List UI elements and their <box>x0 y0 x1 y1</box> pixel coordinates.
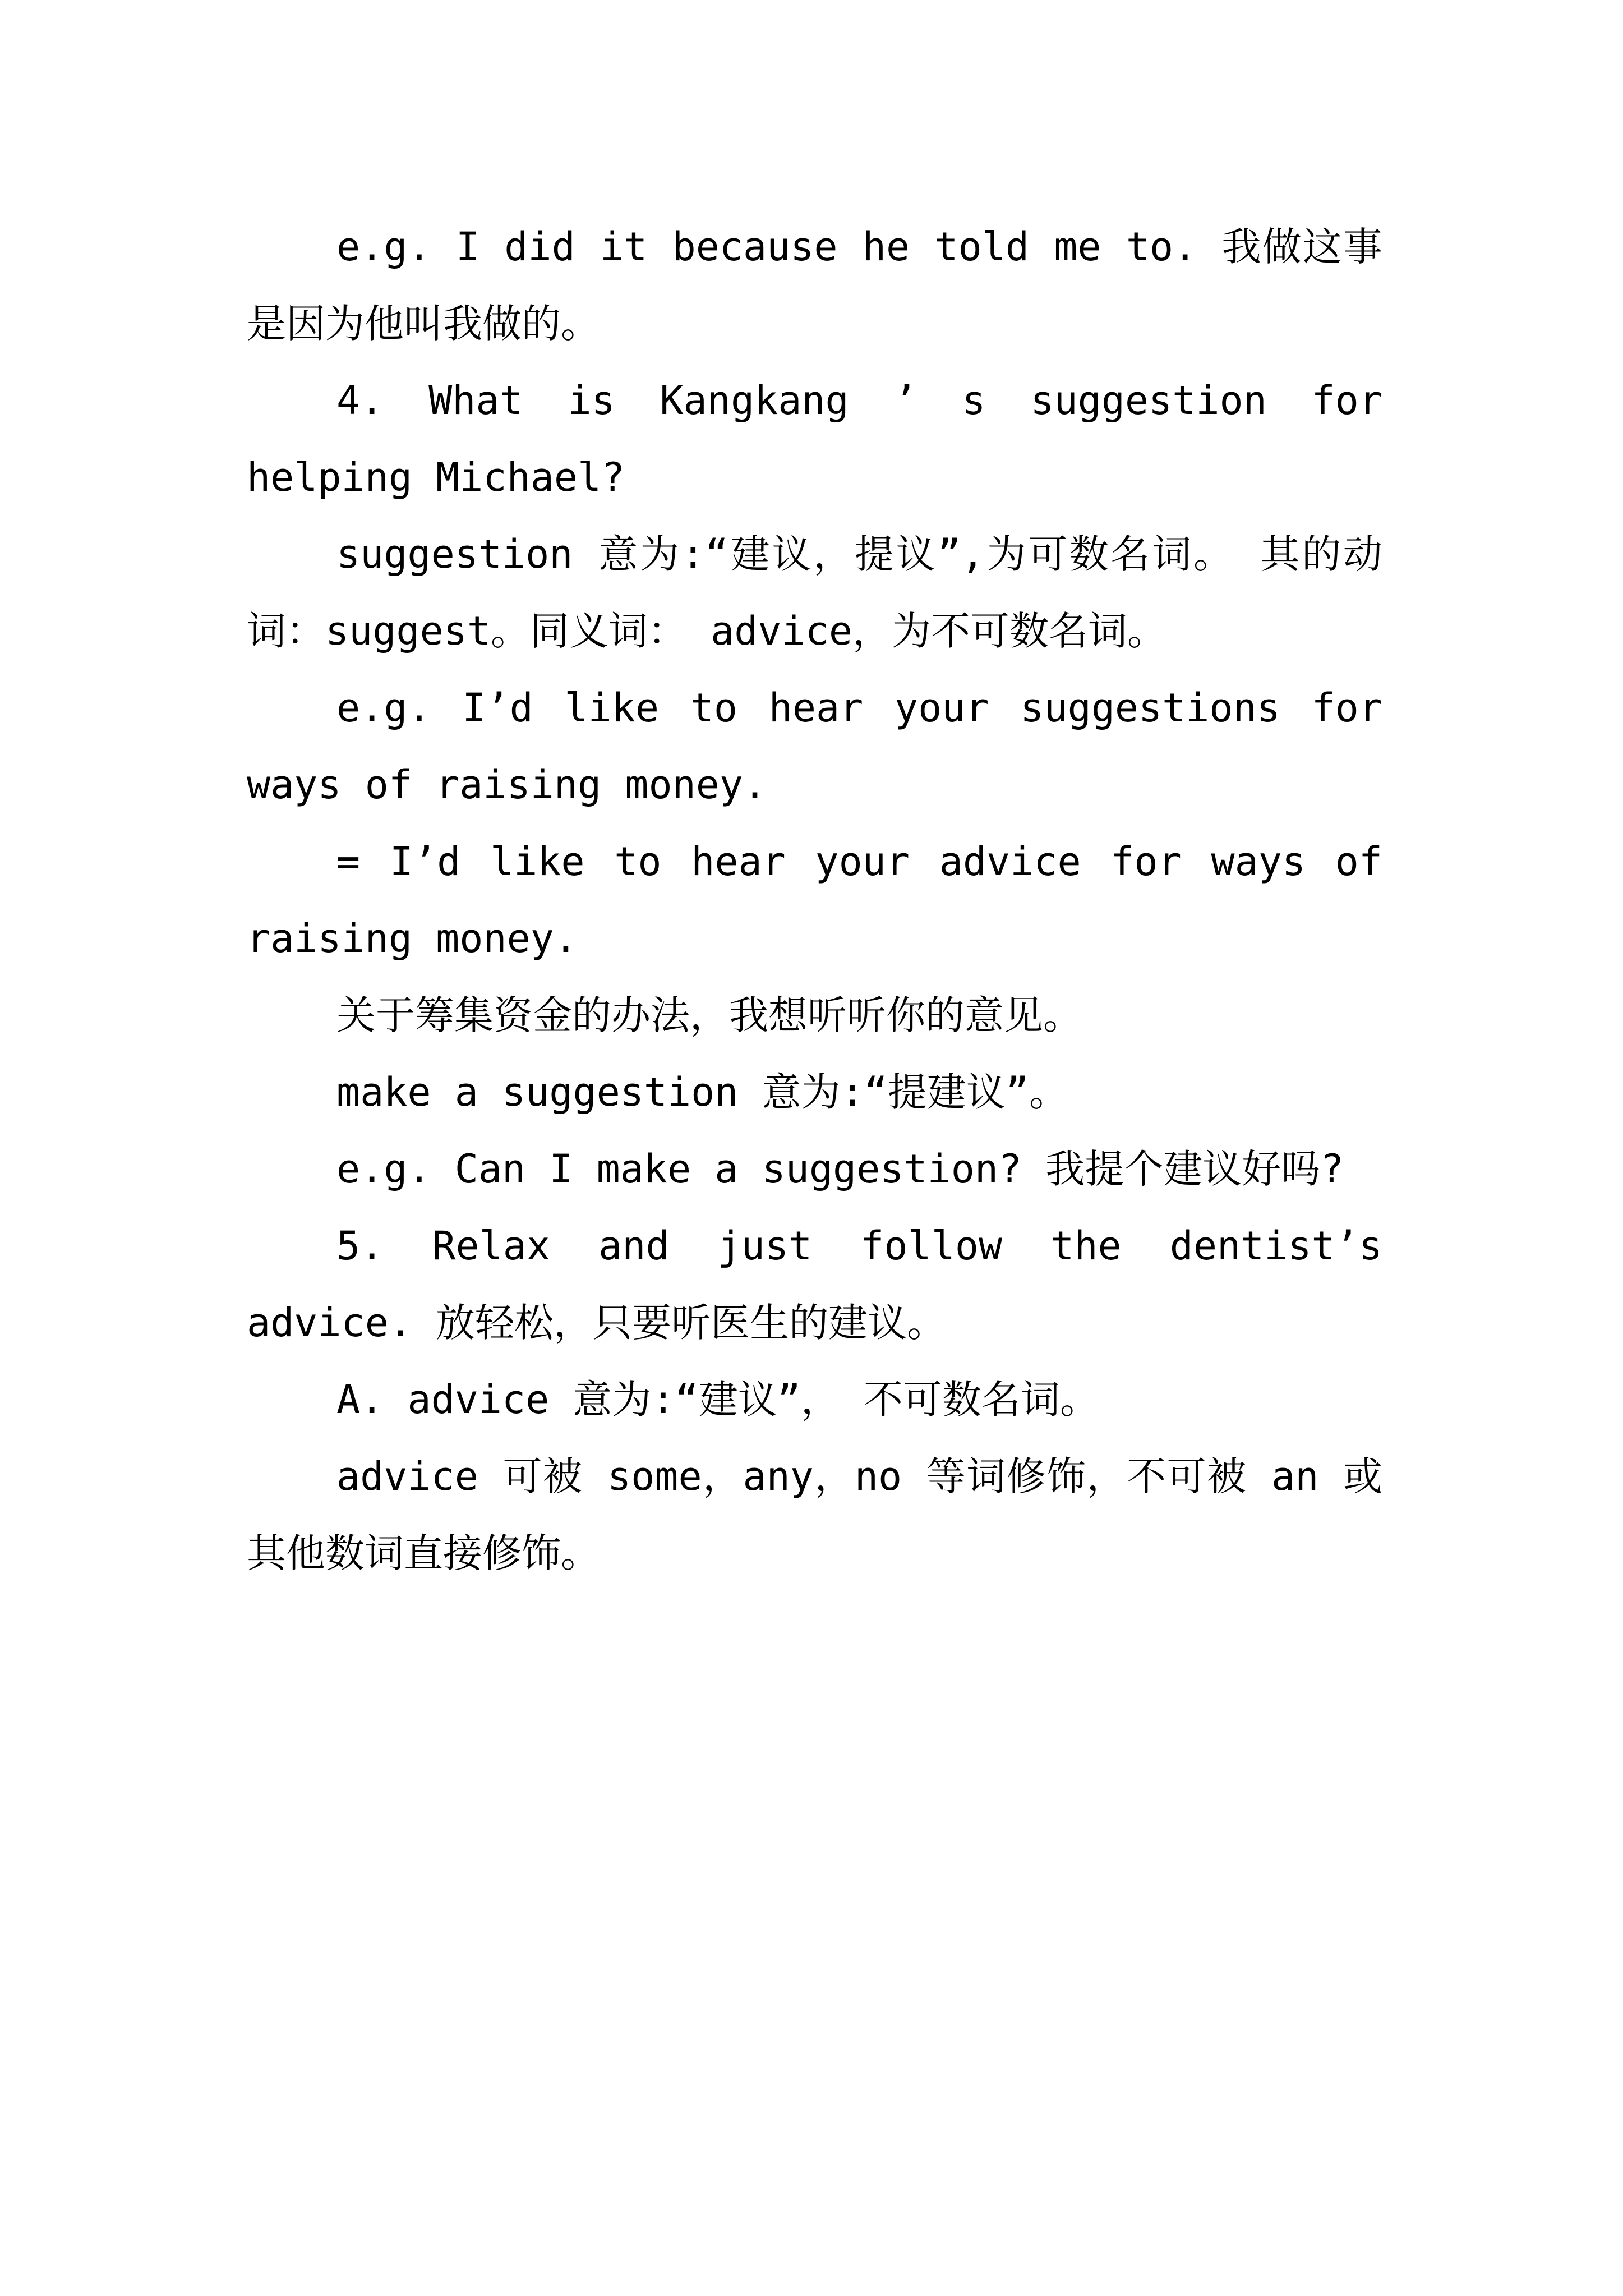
paragraph-question-4: 4. What is Kangkang ’ s suggestion for helping Michael? <box>247 378 1382 500</box>
paragraph-example-suggestions: e.g. I’d like to hear your suggestions for ways of raising money. <box>247 685 1382 808</box>
paragraph-example-advice: = I’d like to hear your advice for ways of raising money. <box>247 839 1382 961</box>
paragraph-make-a-suggestion: make a suggestion 意为:“提建议”。 <box>336 1069 1069 1115</box>
paragraph-example-make-suggestion: e.g. Can I make a suggestion? 我提个建议好吗? <box>336 1146 1344 1192</box>
paragraph-advice-definition: A. advice 意为:“建议”， 不可数名词。 <box>336 1377 1100 1423</box>
paragraph-item-5: 5. Relax and just follow the dentist’s advice. 放轻松，只要听医生的建议。 <box>247 1223 1382 1346</box>
paragraph-translation-raising-money: 关于筹集资金的办法，我想听听你的意见。 <box>336 992 1082 1038</box>
document-body <box>247 209 1382 1592</box>
paragraph-advice-modifiers: advice 可被 some，any，no 等词修饰，不可被 an 或其他数词直接修饰。 <box>247 1453 1382 1576</box>
paragraph-example-told-me: e.g. I did it because he told me to. 我做这事是因为他叫我做的。 <box>247 224 1382 347</box>
paragraph-suggestion-definition: suggestion 意为:“建议，提议”,为可数名词。 其的动词：suggest。同义词： advice，为不可数名词。 <box>247 531 1382 654</box>
